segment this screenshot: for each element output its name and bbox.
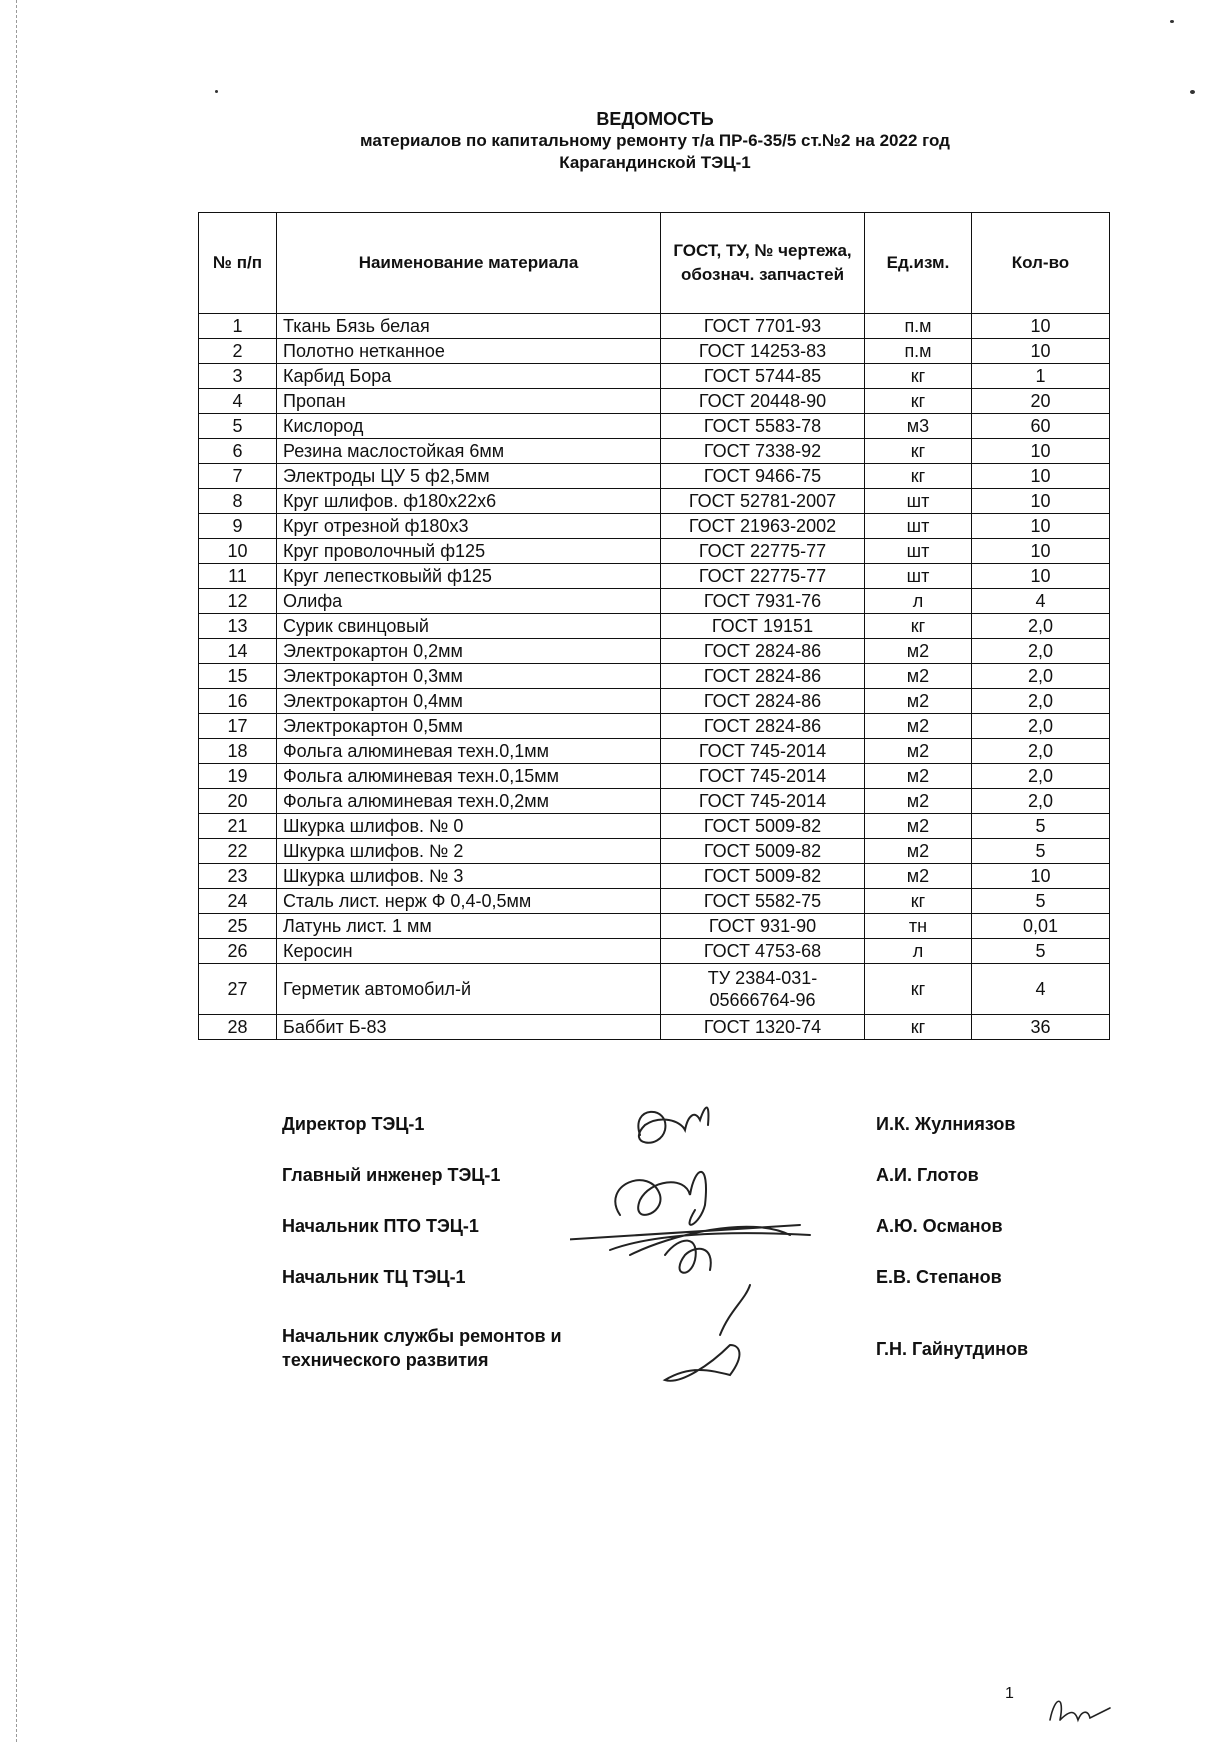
gost-cell: ГОСТ 19151 <box>661 614 865 639</box>
unit-cell: шт <box>865 564 972 589</box>
materials-table <box>198 212 1110 1040</box>
signatory-position: Начальник ПТО ТЭЦ-1 <box>282 1216 479 1236</box>
quantity-cell: 4 <box>972 964 1110 1015</box>
quantity-cell: 20 <box>972 389 1110 414</box>
gost-cell: ГОСТ 14253-83 <box>661 339 865 364</box>
quantity-cell: 0,01 <box>972 914 1110 939</box>
table-row <box>199 789 1110 814</box>
gost-cell: ГОСТ 21963-2002 <box>661 514 865 539</box>
material-name-cell: Баббит Б-83 <box>277 1015 661 1040</box>
material-name-cell: Круг лепестковыйй ф125 <box>277 564 661 589</box>
gost-cell: ГОСТ 5009-82 <box>661 814 865 839</box>
gost-cell: ГОСТ 2824-86 <box>661 689 865 714</box>
gost-cell: ГОСТ 52781-2007 <box>661 489 865 514</box>
material-name-cell: Электроды ЦУ 5 ф2,5мм <box>277 464 661 489</box>
unit-cell: м2 <box>865 789 972 814</box>
material-name-cell: Шкурка шлифов. № 2 <box>277 839 661 864</box>
quantity-cell: 2,0 <box>972 714 1110 739</box>
quantity-cell: 10 <box>972 489 1110 514</box>
row-number-cell: 25 <box>199 914 277 939</box>
table-row <box>199 564 1110 589</box>
table-row <box>199 714 1110 739</box>
material-name-cell: Сталь лист. нерж Ф 0,4-0,5мм <box>277 889 661 914</box>
material-name-cell: Кислород <box>277 414 661 439</box>
row-number-cell: 18 <box>199 739 277 764</box>
unit-cell: п.м <box>865 314 972 339</box>
document-header <box>200 108 1110 174</box>
material-name-cell: Керосин <box>277 939 661 964</box>
material-name-cell: Сурик свинцовый <box>277 614 661 639</box>
quantity-cell: 2,0 <box>972 639 1110 664</box>
gost-cell: ГОСТ 4753-68 <box>661 939 865 964</box>
material-name-cell: Фольга алюминевая техн.0,15мм <box>277 764 661 789</box>
table-row <box>199 464 1110 489</box>
unit-cell: шт <box>865 539 972 564</box>
row-number-cell: 7 <box>199 464 277 489</box>
gost-cell: ГОСТ 745-2014 <box>661 789 865 814</box>
row-number-cell: 9 <box>199 514 277 539</box>
table-row <box>199 964 1110 1015</box>
gost-cell: ГОСТ 5744-85 <box>661 364 865 389</box>
unit-cell: кг <box>865 964 972 1015</box>
unit-cell: кг <box>865 889 972 914</box>
table-row <box>199 414 1110 439</box>
row-number-cell: 14 <box>199 639 277 664</box>
unit-cell: м2 <box>865 714 972 739</box>
material-name-cell: Фольга алюминевая техн.0,1мм <box>277 739 661 764</box>
row-number-cell: 5 <box>199 414 277 439</box>
material-name-cell: Электрокартон 0,5мм <box>277 714 661 739</box>
table-row <box>199 739 1110 764</box>
unit-cell: л <box>865 939 972 964</box>
material-name-cell: Карбид Бора <box>277 364 661 389</box>
table-header-row <box>199 213 1110 314</box>
unit-cell: м2 <box>865 764 972 789</box>
unit-cell: л <box>865 589 972 614</box>
table-row <box>199 839 1110 864</box>
gost-cell: ГОСТ 5583-78 <box>661 414 865 439</box>
table-row <box>199 539 1110 564</box>
scan-speck <box>1190 90 1195 94</box>
quantity-cell: 5 <box>972 839 1110 864</box>
material-name-cell: Круг отрезной ф180х3 <box>277 514 661 539</box>
table-row <box>199 439 1110 464</box>
row-number-cell: 24 <box>199 889 277 914</box>
table-row <box>199 1015 1110 1040</box>
quantity-cell: 2,0 <box>972 689 1110 714</box>
material-name-cell: Шкурка шлифов. № 3 <box>277 864 661 889</box>
table-row <box>199 389 1110 414</box>
material-name-cell: Круг проволочный ф125 <box>277 539 661 564</box>
table-row <box>199 314 1110 339</box>
material-name-cell: Пропан <box>277 389 661 414</box>
unit-cell: кг <box>865 464 972 489</box>
gost-cell: ГОСТ 7931-76 <box>661 589 865 614</box>
table-row <box>199 589 1110 614</box>
scan-edge-line <box>16 0 17 1742</box>
table-row <box>199 939 1110 964</box>
scan-speck <box>215 90 218 93</box>
quantity-cell: 2,0 <box>972 764 1110 789</box>
unit-cell: м2 <box>865 664 972 689</box>
row-number-cell: 3 <box>199 364 277 389</box>
material-name-cell: Олифа <box>277 589 661 614</box>
gost-cell: ГОСТ 5009-82 <box>661 839 865 864</box>
row-number-cell: 11 <box>199 564 277 589</box>
quantity-cell: 4 <box>972 589 1110 614</box>
unit-cell: м2 <box>865 689 972 714</box>
quantity-cell: 5 <box>972 939 1110 964</box>
gost-cell: ГОСТ 745-2014 <box>661 739 865 764</box>
row-number-cell: 27 <box>199 964 277 1015</box>
table-row <box>199 364 1110 389</box>
row-number-cell: 26 <box>199 939 277 964</box>
scan-speck <box>1170 20 1174 23</box>
column-header-number: № п/п <box>199 213 277 314</box>
document-title: ВЕДОМОСТЬ <box>596 109 714 129</box>
gost-cell: ГОСТ 22775-77 <box>661 539 865 564</box>
gost-cell: ГОСТ 22775-77 <box>661 564 865 589</box>
row-number-cell: 22 <box>199 839 277 864</box>
row-number-cell: 20 <box>199 789 277 814</box>
row-number-cell: 28 <box>199 1015 277 1040</box>
table-row <box>199 764 1110 789</box>
column-header-unit: Ед.изм. <box>865 213 972 314</box>
material-name-cell: Полотно нетканное <box>277 339 661 364</box>
unit-cell: шт <box>865 489 972 514</box>
gost-cell: ГОСТ 5009-82 <box>661 864 865 889</box>
row-number-cell: 2 <box>199 339 277 364</box>
unit-cell: кг <box>865 389 972 414</box>
gost-cell: ГОСТ 1320-74 <box>661 1015 865 1040</box>
gost-cell: ГОСТ 2824-86 <box>661 664 865 689</box>
row-number-cell: 6 <box>199 439 277 464</box>
quantity-cell: 2,0 <box>972 739 1110 764</box>
quantity-cell: 2,0 <box>972 614 1110 639</box>
quantity-cell: 10 <box>972 464 1110 489</box>
quantity-cell: 36 <box>972 1015 1110 1040</box>
quantity-cell: 2,0 <box>972 664 1110 689</box>
material-name-cell: Электрокартон 0,4мм <box>277 689 661 714</box>
material-name-cell: Герметик автомобил-й <box>277 964 661 1015</box>
signatory-name: А.И. Глотов <box>876 1165 979 1185</box>
table-row <box>199 864 1110 889</box>
unit-cell: м2 <box>865 864 972 889</box>
unit-cell: м3 <box>865 414 972 439</box>
table-row <box>199 639 1110 664</box>
column-header-name: Наименование материала <box>277 213 661 314</box>
page-number: 1 <box>1005 1685 1014 1702</box>
row-number-cell: 13 <box>199 614 277 639</box>
unit-cell: м2 <box>865 739 972 764</box>
material-name-cell: Электрокартон 0,3мм <box>277 664 661 689</box>
row-number-cell: 21 <box>199 814 277 839</box>
material-name-cell: Фольга алюминевая техн.0,2мм <box>277 789 661 814</box>
handwritten-signatures <box>570 1085 870 1425</box>
quantity-cell: 10 <box>972 514 1110 539</box>
signatory-name: Е.В. Степанов <box>876 1267 1002 1287</box>
material-name-cell: Шкурка шлифов. № 0 <box>277 814 661 839</box>
table-row <box>199 689 1110 714</box>
gost-cell: ГОСТ 9466-75 <box>661 464 865 489</box>
unit-cell: м2 <box>865 814 972 839</box>
quantity-cell: 60 <box>972 414 1110 439</box>
signatory-name: Г.Н. Гайнутдинов <box>876 1339 1029 1359</box>
unit-cell: кг <box>865 364 972 389</box>
document-subtitle-org: Карагандинской ТЭЦ-1 <box>559 153 751 172</box>
gost-cell: ТУ 2384-031-05666764-96 <box>661 964 865 1015</box>
quantity-cell: 10 <box>972 339 1110 364</box>
quantity-cell: 5 <box>972 814 1110 839</box>
unit-cell: тн <box>865 914 972 939</box>
row-number-cell: 16 <box>199 689 277 714</box>
signatory-position: Директор ТЭЦ-1 <box>282 1114 425 1134</box>
quantity-cell: 1 <box>972 364 1110 389</box>
row-number-cell: 8 <box>199 489 277 514</box>
signatory-name: И.К. Жулниязов <box>876 1114 1016 1134</box>
row-number-cell: 10 <box>199 539 277 564</box>
gost-cell: ГОСТ 7701-93 <box>661 314 865 339</box>
unit-cell: кг <box>865 1015 972 1040</box>
quantity-cell: 10 <box>972 564 1110 589</box>
unit-cell: м2 <box>865 839 972 864</box>
quantity-cell: 10 <box>972 314 1110 339</box>
row-number-cell: 23 <box>199 864 277 889</box>
unit-cell: м2 <box>865 639 972 664</box>
unit-cell: кг <box>865 439 972 464</box>
signatory-position: Главный инженер ТЭЦ-1 <box>282 1165 501 1185</box>
unit-cell: п.м <box>865 339 972 364</box>
signatory-name: А.Ю. Османов <box>876 1216 1003 1236</box>
corner-initials-signature <box>1040 1690 1120 1730</box>
material-name-cell: Круг шлифов. ф180х22х6 <box>277 489 661 514</box>
gost-cell: ГОСТ 2824-86 <box>661 639 865 664</box>
material-name-cell: Электрокартон 0,2мм <box>277 639 661 664</box>
table-row <box>199 614 1110 639</box>
quantity-cell: 5 <box>972 889 1110 914</box>
table-row <box>199 339 1110 364</box>
row-number-cell: 15 <box>199 664 277 689</box>
table-row <box>199 664 1110 689</box>
unit-cell: кг <box>865 614 972 639</box>
signatory-position: Начальник ТЦ ТЭЦ-1 <box>282 1267 466 1287</box>
material-name-cell: Резина маслостойкая 6мм <box>277 439 661 464</box>
column-header-quantity: Кол-во <box>972 213 1110 314</box>
gost-cell: ГОСТ 2824-86 <box>661 714 865 739</box>
row-number-cell: 4 <box>199 389 277 414</box>
row-number-cell: 19 <box>199 764 277 789</box>
material-name-cell: Латунь лист. 1 мм <box>277 914 661 939</box>
gost-cell: ГОСТ 7338-92 <box>661 439 865 464</box>
quantity-cell: 2,0 <box>972 789 1110 814</box>
quantity-cell: 10 <box>972 439 1110 464</box>
row-number-cell: 17 <box>199 714 277 739</box>
table-body <box>199 314 1110 1040</box>
table-row <box>199 814 1110 839</box>
table-row <box>199 489 1110 514</box>
row-number-cell: 1 <box>199 314 277 339</box>
gost-cell: ГОСТ 931-90 <box>661 914 865 939</box>
quantity-cell: 10 <box>972 864 1110 889</box>
gost-cell: ГОСТ 20448-90 <box>661 389 865 414</box>
table-row <box>199 889 1110 914</box>
quantity-cell: 10 <box>972 539 1110 564</box>
document-subtitle: материалов по капитальному ремонту т/а ПР-6-35/5 ст.№2 на 2022 год <box>360 131 950 150</box>
gost-cell: ГОСТ 5582-75 <box>661 889 865 914</box>
column-header-gost: ГОСТ, ТУ, № чертежа, обознач. запчастей <box>661 213 865 314</box>
row-number-cell: 12 <box>199 589 277 614</box>
signatory-position: Начальник службы ремонтов и технического развития <box>282 1326 562 1370</box>
gost-cell: ГОСТ 745-2014 <box>661 764 865 789</box>
unit-cell: шт <box>865 514 972 539</box>
material-name-cell: Ткань Бязь белая <box>277 314 661 339</box>
table-row <box>199 514 1110 539</box>
table-row <box>199 914 1110 939</box>
